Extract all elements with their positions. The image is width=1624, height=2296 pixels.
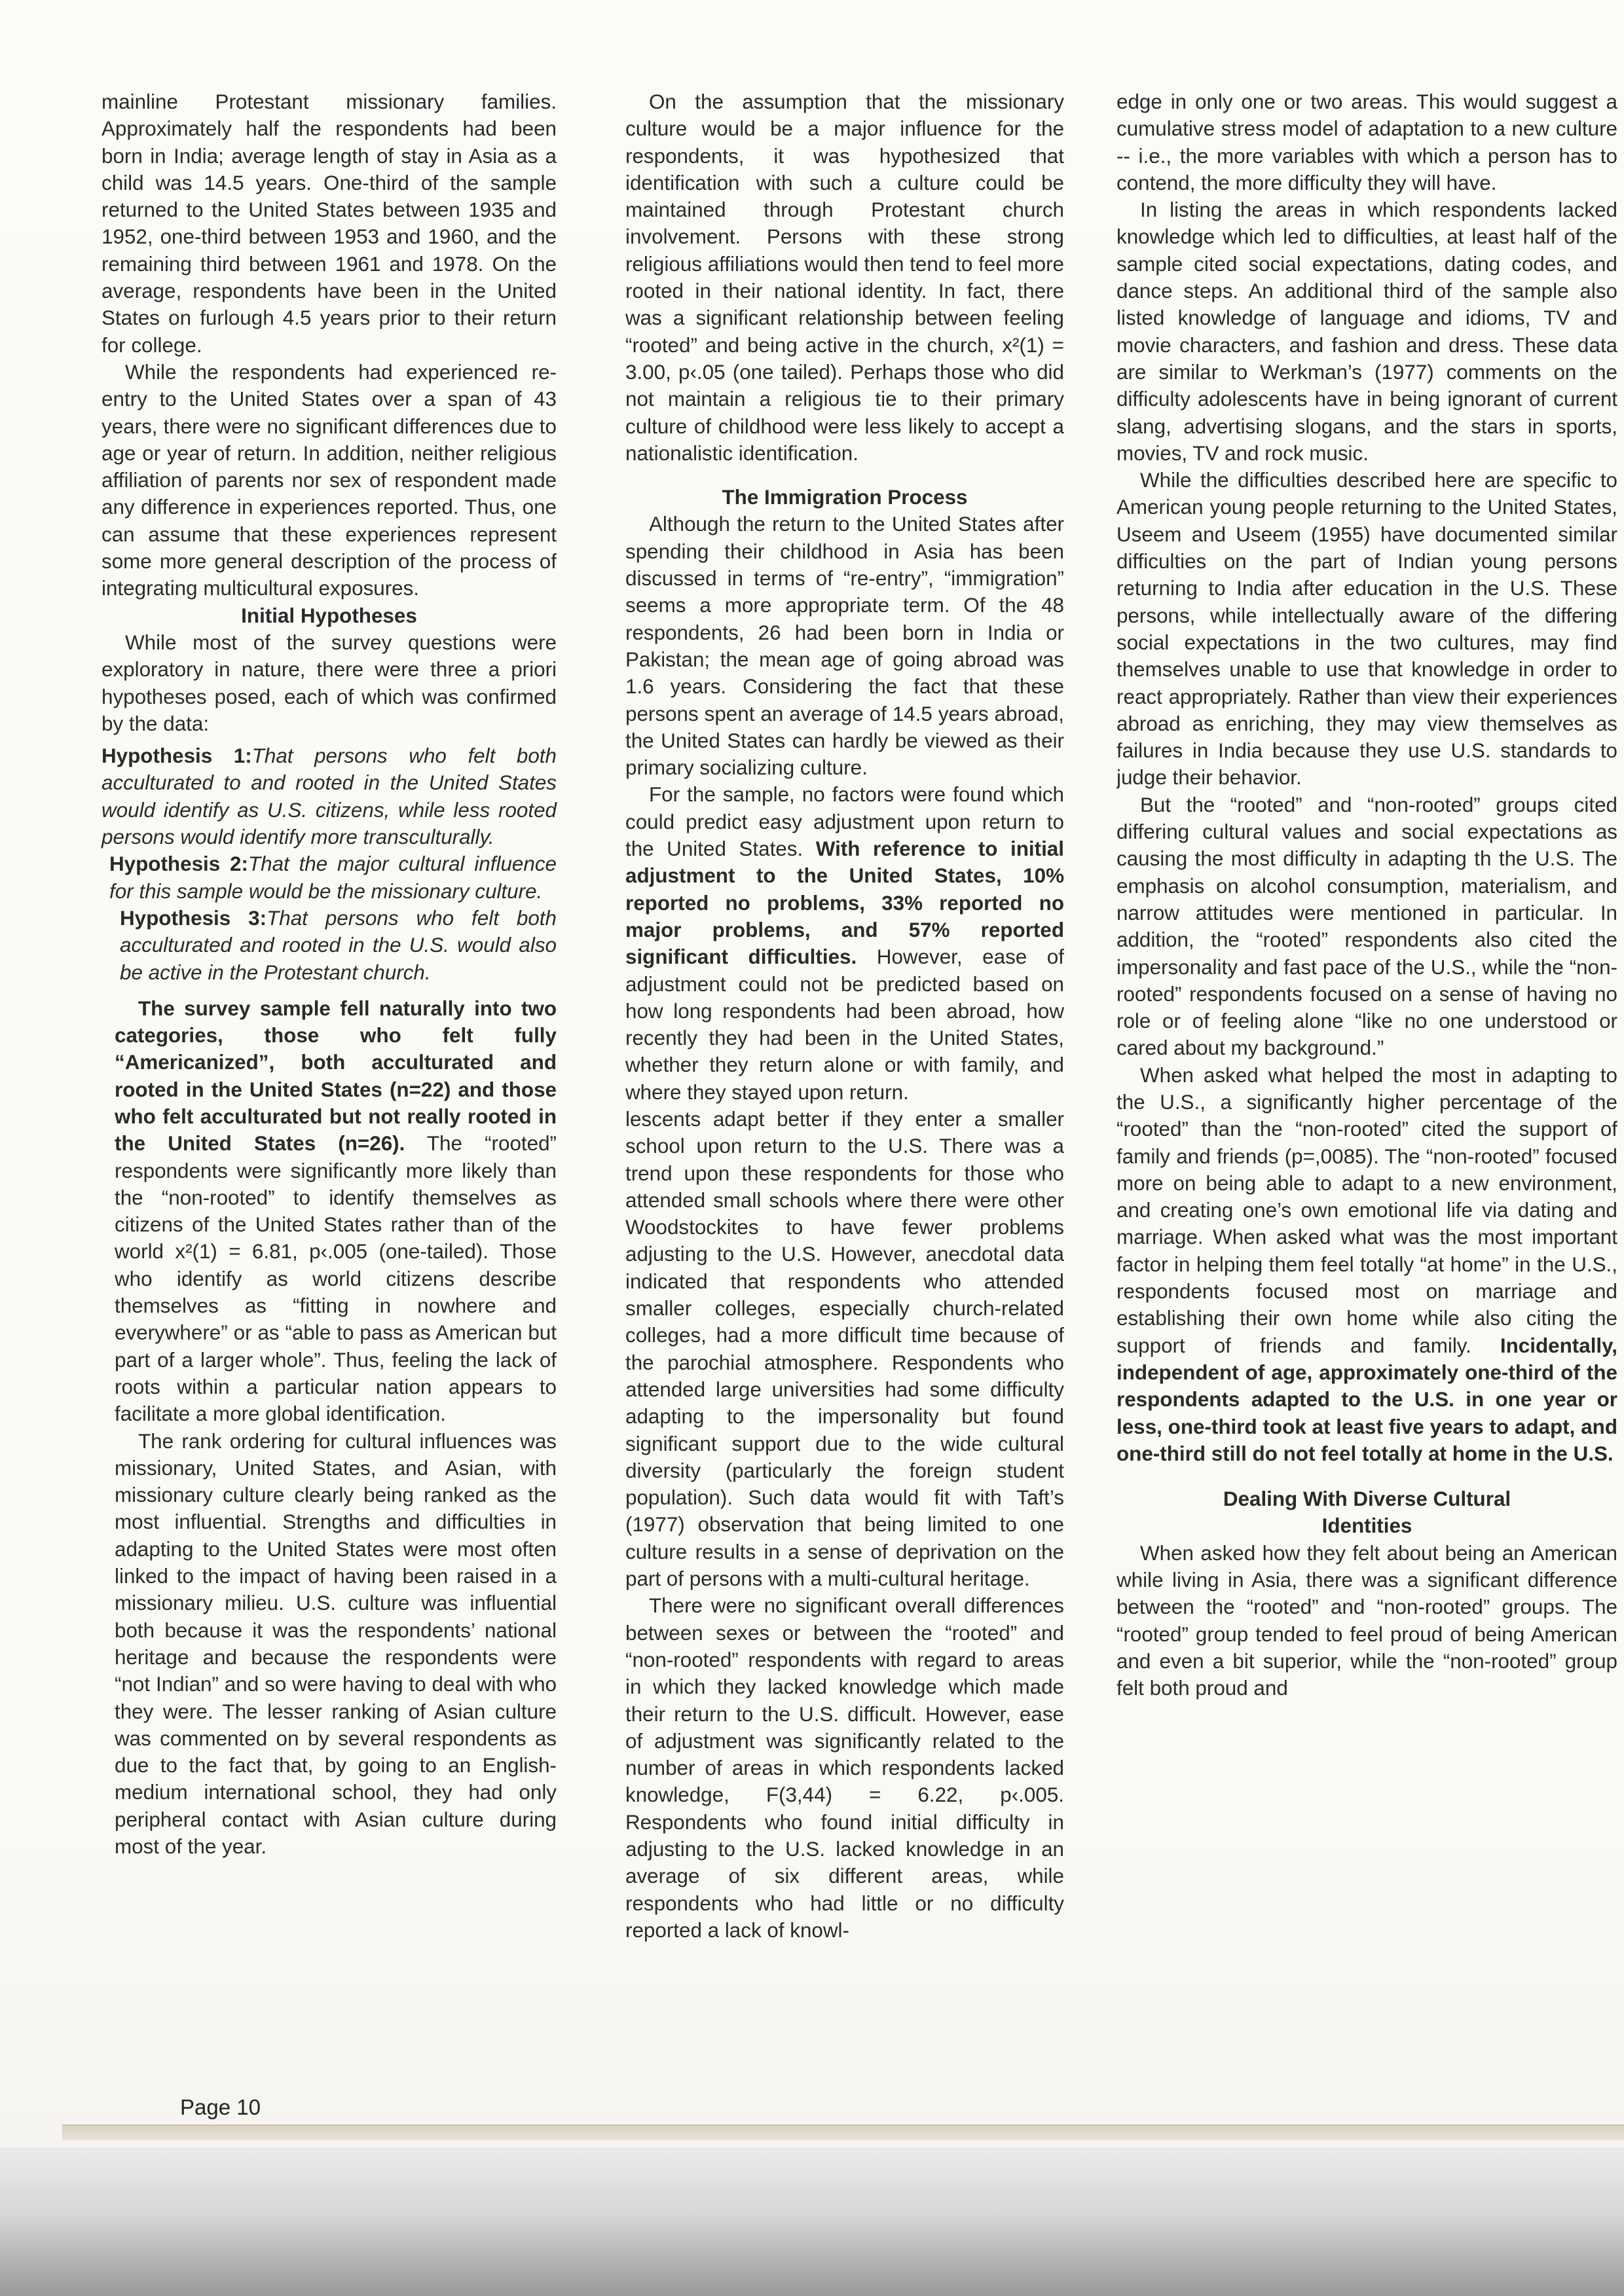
scan-shadow xyxy=(0,2147,1624,2296)
paragraph: lescents adapt better if they enter a smaller school upon return to the U.S. There was a trend upon these respondents for those who attended small schools where there were other Woodstockites to have fewer problems adjusting to the U.S. However, anecdotal data indicated that respondents who attended smaller colleges, especially church-related colleges, had a more difficult time because of the parochial atmosphere. Respondents who attended large universities had some difficulty adapting to the impersonality but found significant support due to the wide cultural diversity (particularly the foreign student population). Such data would fit with Taft’s (1977) observation that being limited to one culture results in a sense of deprivation on the part of persons with a multi-cultural heritage. xyxy=(625,1107,1064,1591)
section-heading: Initial Hypotheses xyxy=(241,604,417,627)
hypothesis-text: That the major cultural influence for this sample would be the missionary culture. xyxy=(109,852,557,903)
paragraph: While the difficulties described here are specific to American young people returning to the United States, Useem and Useem (1955) have documented similar difficulties on the part of Indian young persons returning to India after education in the U.S. These persons, while intellectually aware of the differing social expectations in the two cultures, may find themselves unable to use that knowledge in order to react appropriately. Rather than view their experiences abroad as enriching, they may view themselves as failures in India because they use U.S. standards to judge their behavior. xyxy=(1116,469,1617,790)
hypothesis-text: That persons who felt both acculturated to and rooted in the United States would identify as U.S. citizens, while less rooted persons would identify more transculturally. xyxy=(101,744,557,849)
paragraph: The rank ordering for cultural influences was missionary, United States, and Asian, with missionary culture clearly being ranked as the most influential. Strengths and difficulties in adapting to the United States were most often linked to the impact of having been raised in a missionary milieu. U.S. culture was influential both because it was the respondents’ national heritage and because the respondents were “not Indian” and so were having to deal with who they were. The lesser ranking of Asian culture was commented on by several respondents as due to the fact that, by going to an English-medium international school, they had only peripheral contact with Asian culture during most of the year. xyxy=(115,1429,557,1858)
emphasis-text: Incidentally, independent of age, approximately one-third of the respondents adapted to the U.S. in one year or less, one-third took at least five years to adapt, and one-third still do not feel totally at home in the U.S. xyxy=(1116,1334,1617,1465)
paragraph: In listing the areas in which respondents lacked knowledge which led to difficulties, at least half of the sample cited social expectations, dating codes, and dance steps. An additional third of the sample also listed knowledge of language and idioms, TV and movie characters, and fashion and dress. These data are similar to Werkman’s (1977) comments on the difficulty adolescents have in being ignorant of current slang, advertising slogans, and the stars in sports, movies, TV and rock music. xyxy=(1116,198,1617,465)
paragraph: On the assumption that the missionary culture would be a major influence for the respondents, it was hypothesized that identification with such a culture could be maintained through Protestant church involvement. Persons with these strong religious affiliations would then tend to feel more rooted in their national identity. In fact, there was a significant relationship between feeling “rooted” and being active in the church, x²(1) = 3.00, p‹.05 (one tailed). Perhaps those who did not maintain a religious tie to their primary culture of childhood were less likely to accept a nationalistic identification. xyxy=(625,90,1064,465)
hypothesis-text: That persons who felt both acculturated and rooted in the U.S. would also be active in the Protestant church. xyxy=(120,906,557,984)
paragraph-text: For the sample, no factors were found which could predict easy adjustment upon return to the United States. xyxy=(625,783,1064,861)
column-right xyxy=(1116,88,1617,1702)
paragraph: edge in only one or two areas. This would suggest a cumulative stress model of adaptation to a new culture -- i.e., the more variables with which a person has to contend, the more difficulty they will have. xyxy=(1116,90,1617,194)
hypothesis-2 xyxy=(101,850,557,905)
paragraph-text: However, ease of adjustment could not be predicted based on how long respondents had been abroad, how recently they had been in the United States, whether they return alone or with family, and where they stayed upon return. xyxy=(625,945,1064,1104)
paragraph xyxy=(1116,1062,1617,1467)
section-heading: The Immigration Process xyxy=(722,486,968,509)
paragraph: When asked how they felt about being an American while living in Asia, there was a significant difference between the “rooted” and “non-rooted” groups. The “rooted” group tended to feel proud of being American and even a bit superior, while the “non-rooted” group felt both proud and xyxy=(1116,1541,1617,1700)
paragraph: While the respondents had experienced re-entry to the United States over a span of 43 years, there were no significant differences due to age or year of return. In addition, neither religious affiliation of parents nor sex of respondent made any difference in experiences reported. Thus, one can assume that these experiences represent some more general description of the process of integrating multicultural exposures. xyxy=(101,360,557,600)
paragraph: But the “rooted” and “non-rooted” groups cited differing cultural values and social expectations as causing the most difficulty in adapting th the U.S. The emphasis on alcohol consumption, materialism, and narrow attitudes were mentioned in particular. In addition, the “rooted” respondents also cited the impersonality and fast pace of the U.S., while the “non-rooted” respondents focused on a sense of having no role or of feeling alone “like no one understood or cared about my background.” xyxy=(1116,793,1617,1060)
paragraph-text: When asked what helped the most in adapting to the U.S., a significantly higher percentage of the “rooted” than the “non-rooted” cited the support of family and friends (p=,0085). The “non-rooted” focused more on being able to adapt to a new environment, and creating one’s own emotional life via dating and marriage. When asked what was the most important factor in helping them feel totally “at home” in the U.S., respondents focused most on marriage and establishing their own home while also citing the support of friends and family. xyxy=(1116,1063,1617,1357)
page-edge xyxy=(62,2124,1624,2140)
column-middle xyxy=(625,88,1064,1944)
hypothesis-3 xyxy=(101,905,557,986)
column-left xyxy=(101,88,557,1860)
emphasis-text: With reference to initial adjustment to the United States, 10% reported no problems, 33% reported no major problems, and 57% reported significant difficulties. xyxy=(625,837,1064,969)
hypothesis-label: Hypothesis 3: xyxy=(120,906,267,930)
paragraph-text: The “rooted” respondents were significantly more likely than the “non-rooted” to identify themselves as citizens of the United States rather than of the world x²(1) = 6.81, p‹.005 (one-tailed). Those who identify as world citizens describe themselves as “fitting in nowhere and everywhere” or as “able to pass as American but part of a larger whole”. Thus, feeling the lack of roots within a particular nation appears to facilitate a more global identification. xyxy=(115,1132,557,1426)
emphasis-text: The survey sample fell naturally into two categories, those who felt fully “Americanized”, both acculturated and rooted in the United States (n=22) and those who felt acculturated but not really rooted in the United States (n=26). xyxy=(115,996,557,1156)
hypothesis-label: Hypothesis 2: xyxy=(109,852,248,876)
section-heading: Dealing With Diverse Cultural Identities xyxy=(1223,1487,1511,1538)
hypothesis-label: Hypothesis 1: xyxy=(101,744,252,768)
paragraph xyxy=(101,995,557,1428)
paragraph: Although the return to the United States after spending their childhood in Asia has been discussed in terms of “re-entry”, “immigration” seems a more appropriate term. Of the 48 respondents, 26 had been born in India or Pakistan; the mean age of going abroad was 1.6 years. Considering the fact that these persons spent an average of 14.5 years abroad, the United States can hardly be viewed as their primary socializing culture. xyxy=(625,513,1064,780)
paragraph: There were no significant overall differences between sexes or between the “rooted” and “non-rooted” respondents with regard to areas in which they lacked knowledge which made their return to the U.S. difficult. However, ease of adjustment was significantly related to the number of areas in which respondents lacked knowledge, F(3,44) = 6.22, p‹.005. Respondents who found initial difficulty in adjusting to the U.S. lacked knowledge in an average of six different areas, while respondents who had little or no difficulty reported a lack of knowl- xyxy=(625,1594,1064,1942)
paragraph: While most of the survey questions were exploratory in nature, there were three a priori hypotheses posed, each of which was confirmed by the data: xyxy=(101,630,557,735)
page-number: Page 10 xyxy=(180,2095,261,2119)
paragraph xyxy=(625,781,1064,1106)
hypothesis-1 xyxy=(101,742,557,850)
paragraph: mainline Protestant missionary families. Approximately half the respondents had been born in India; average length of stay in Asia as a child was 14.5 years. One-third of the sample returned to the United States between 1935 and 1952, one-third between 1953 and 1960, and the remaining third between 1961 and 1978. On the average, respondents have been in the United States on furlough 4.5 years prior to their return for college. xyxy=(101,90,557,357)
